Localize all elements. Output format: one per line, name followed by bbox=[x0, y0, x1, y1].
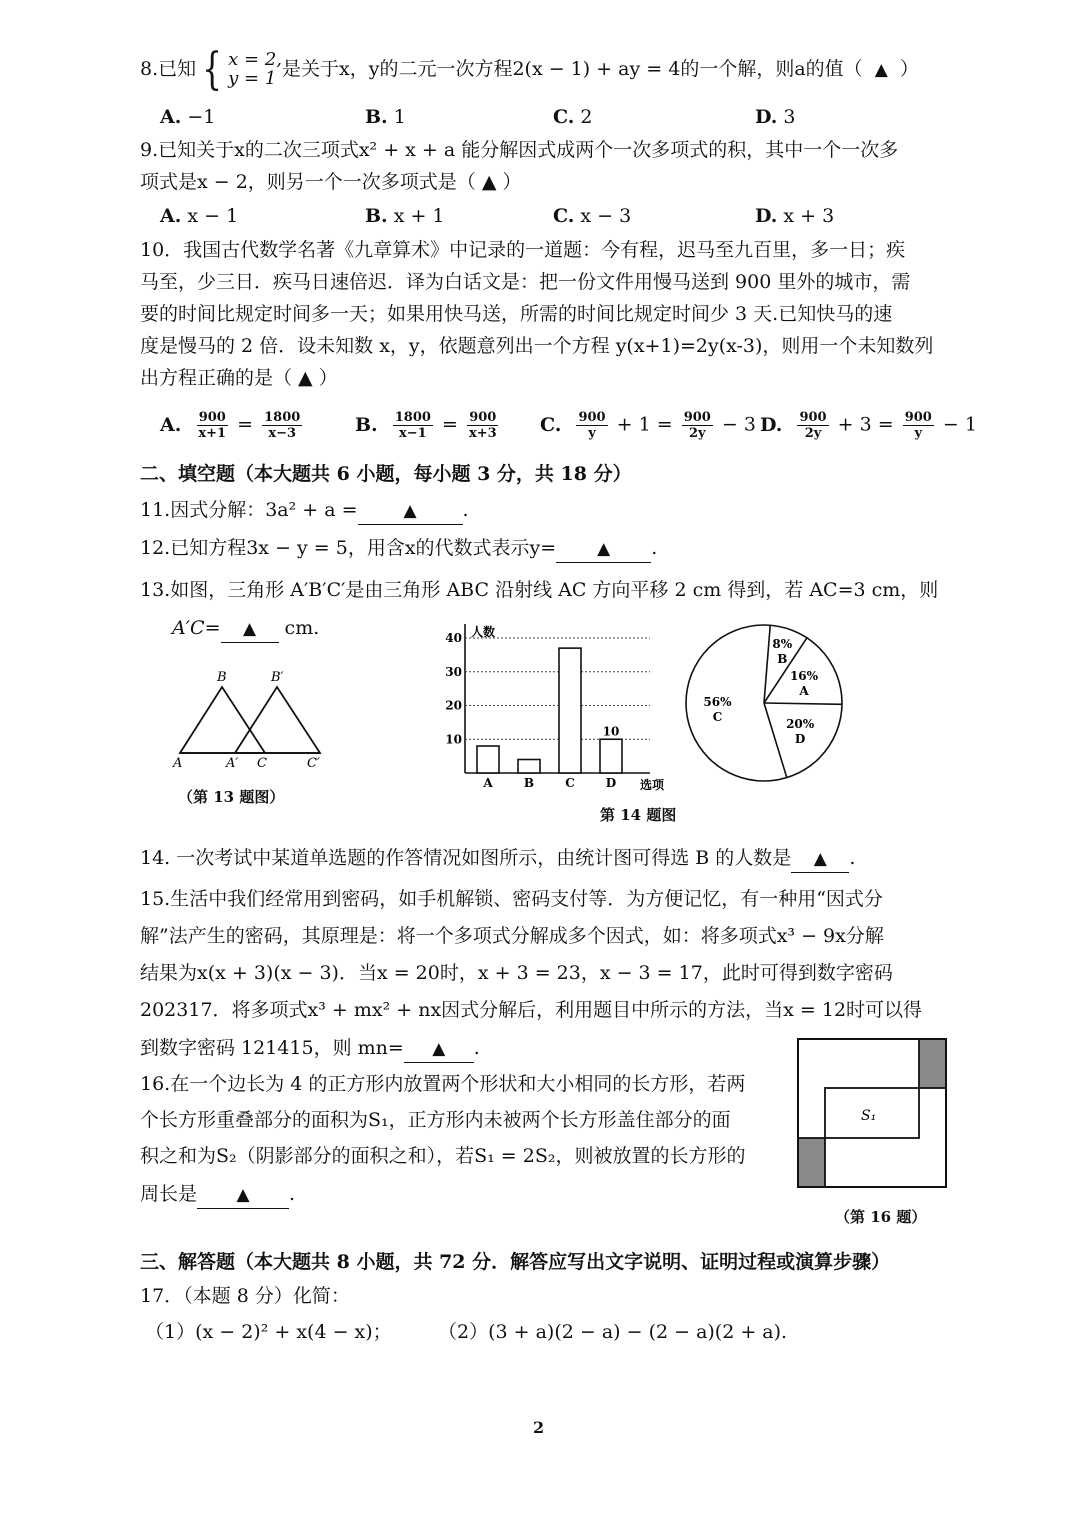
q9-option-a: A. x − 1 bbox=[160, 205, 239, 227]
question-15-line-4: 202317．将多项式x³ + mx² + nx因式分解后，利用题目中所示的方法，当x = 12时可以得 bbox=[140, 999, 923, 1021]
question-17-part-1: （1）(x − 2)² + x(4 − x)； bbox=[145, 1321, 392, 1343]
y-tick-label: 10 bbox=[445, 732, 462, 747]
triangle-abc bbox=[180, 687, 265, 753]
question-16-line-4: 周长是 ▲ . bbox=[140, 1182, 295, 1209]
equation-system: { x = 2, y = 1 bbox=[202, 44, 282, 95]
question-17-part-2: （2）(3 + a)(2 − a) − (2 − a)(2 + a). bbox=[438, 1321, 788, 1343]
label-b-prime: B′ bbox=[271, 670, 284, 685]
label-a-prime: A′ bbox=[226, 756, 239, 771]
answer-marker: ▲ bbox=[597, 539, 611, 559]
q8-option-b: B. 1 bbox=[365, 106, 406, 128]
question-16-line-3: 积之和为S₂（阴影部分的面积之和），若S₁ = 2S₂，则被放置的长方形的 bbox=[140, 1145, 746, 1167]
pie-slice-label-B: B bbox=[777, 651, 788, 666]
pie-slice-percent-D: 20% bbox=[786, 717, 815, 732]
question-9-line-2: 项式是x − 2，则另一个一次多项式是（ ▲ ） bbox=[140, 171, 522, 193]
system-line-2: y = 1 bbox=[228, 68, 277, 89]
q10-option-a: A. $\frac{900}{x+1}$ = $\frac{1800}{x-3}$ bbox=[160, 410, 301, 441]
q8-option-d: D. 3 bbox=[755, 106, 796, 128]
pie-slice-label-A: A bbox=[799, 683, 809, 698]
y-tick-label: 20 bbox=[445, 698, 462, 713]
translated-triangles-figure bbox=[165, 665, 335, 775]
y-axis-label: 人数 bbox=[471, 625, 496, 639]
bar-C bbox=[559, 648, 581, 773]
bar-chart bbox=[430, 615, 680, 795]
question-16-line-2: 个长方形重叠部分的面积为S₁，正方形内未被两个长方形盖住部分的面 bbox=[140, 1109, 731, 1131]
label-s1: S₁ bbox=[861, 1108, 877, 1124]
q8-option-c: C. 2 bbox=[553, 106, 593, 128]
answer-marker: ▲ bbox=[874, 60, 888, 80]
question-11: 11.因式分解：3a² + a = ▲ . bbox=[140, 498, 469, 525]
question-10-line-2: 马至，少三日．疾马日速倍迟．译为白话文是：把一份文件用慢马送到 900 里外的城市，需 bbox=[140, 271, 911, 293]
q10-option-d: D. $\frac{900}{2y}$ + 3 = $\frac{900}{y}$ − 1 bbox=[760, 410, 977, 441]
q10-option-c: C. $\frac{900}{y}$ + 1 = $\frac{900}{2y}$ − 3 bbox=[540, 410, 756, 441]
pie-slice-percent-A: 16% bbox=[789, 668, 819, 683]
answer-marker: ▲ bbox=[242, 619, 257, 639]
question-10-line-5: 出方程正确的是（ ▲ ） bbox=[140, 367, 338, 389]
question-8 bbox=[140, 44, 919, 95]
question-9-line-1: 9.已知关于x的二次三项式x² + x + a 能分解因式成两个一次多项式的积，其中一个一次多 bbox=[140, 139, 899, 161]
label-c-prime: C′ bbox=[307, 756, 320, 771]
pie-chart bbox=[678, 618, 858, 788]
label-b: B bbox=[217, 670, 227, 685]
pie-slice-percent-C: 56% bbox=[703, 695, 732, 710]
question-17-title: 17．（本题 8 分）化简： bbox=[140, 1285, 350, 1307]
figure-13-caption: （第 13 题图） bbox=[178, 788, 285, 806]
answer-marker: ▲ bbox=[432, 1039, 446, 1059]
answer-marker: ▲ bbox=[236, 1185, 250, 1205]
page-number: 2 bbox=[533, 1418, 545, 1437]
question-13-line-1: 13.如图，三角形 A′B′C′是由三角形 ABC 沿射线 AC 方向平移 2 cm 得到，若 AC=3 cm，则 bbox=[140, 579, 939, 601]
pie-slice-label-D: D bbox=[794, 732, 806, 747]
question-16-line-1: 16.在一个边长为 4 的正方形内放置两个形状和大小相同的长方形，若两 bbox=[140, 1073, 746, 1095]
q9-option-d: D. x + 3 bbox=[755, 205, 835, 227]
x-tick-label: D bbox=[605, 776, 617, 790]
question-10-line-3: 要的时间比规定时间多一天；如果用快马送，所需的时间比规定时间少 3 天.已知快马的速 bbox=[140, 303, 893, 325]
answer-marker: ▲ bbox=[813, 849, 827, 869]
y-tick-label: 30 bbox=[445, 664, 462, 679]
system-line-1: x = 2, bbox=[228, 49, 282, 71]
question-15-line-5: 到数字密码 121415，则 mn= ▲ . bbox=[140, 1036, 480, 1063]
label-a: A bbox=[173, 756, 183, 771]
question-15-line-2: 解”法产生的密码，其原理是：将一个多项式分解成多个因式，如：将多项式x³ − 9x分解 bbox=[140, 925, 884, 947]
section-3-title: 三、解答题（本大题共 8 小题，共 72 分．解答应写出文字说明、证明过程或演算步骤） bbox=[140, 1251, 891, 1273]
x-axis-label: 选项 bbox=[640, 778, 665, 792]
q8-option-a: A. −1 bbox=[160, 106, 216, 128]
bar-B bbox=[518, 760, 540, 774]
bar-D bbox=[600, 739, 622, 773]
pie-slice-percent-B: 8% bbox=[772, 636, 793, 651]
q8-prefix: 8.已知 bbox=[140, 58, 197, 80]
question-10-line-1: 10．我国古代数学名著《九章算术》中记录的一道题：今有程，迟马至九百里，多一日；疾 bbox=[140, 239, 906, 261]
answer-marker: ▲ bbox=[403, 501, 417, 521]
x-tick-label: B bbox=[523, 776, 535, 790]
y-tick-label: 40 bbox=[445, 631, 462, 645]
triangle-a2b2c2 bbox=[235, 687, 320, 753]
bar-A bbox=[477, 746, 499, 773]
question-14: 14. 一次考试中某道单选题的作答情况如图所示，由统计图可得选 B 的人数是 ▲ . bbox=[140, 846, 855, 873]
question-10-line-4: 度是慢马的 2 倍．设未知数 x，y，依题意列出一个方程 y(x+1)=2y(x-3)，则用一个未知数列 bbox=[140, 335, 934, 357]
q10-option-b: B. $\frac{1800}{x-1}$ = $\frac{900}{x+3}$ bbox=[355, 410, 497, 441]
label-c: C bbox=[257, 756, 267, 771]
q9-option-c: C. x − 3 bbox=[553, 205, 632, 227]
q8-suffix: 是关于x，y的二元一次方程2(x − 1) + ay = 4的一个解，则a的值（ bbox=[282, 58, 863, 80]
square-rectangles-figure bbox=[797, 1038, 949, 1190]
figure-14-caption: 第 14 题图 bbox=[600, 806, 677, 824]
x-tick-label: A bbox=[483, 776, 493, 790]
question-12: 12.已知方程3x − y = 5，用含x的代数式表示y= ▲ . bbox=[140, 536, 657, 563]
q8-close: ） bbox=[899, 58, 919, 80]
question-15-line-3: 结果为x(x + 3)(x − 3)．当x = 20时，x + 3 = 23，x − 3 = 17，此时可得到数字密码 bbox=[140, 962, 893, 984]
data-label: 10 bbox=[602, 724, 620, 739]
x-tick-label: C bbox=[565, 776, 575, 790]
pie-slice-label-C: C bbox=[712, 710, 723, 725]
q9-option-b: B. x + 1 bbox=[365, 205, 445, 227]
figure-16-caption: （第 16 题） bbox=[835, 1208, 927, 1226]
question-13-line-2: A′C= ▲ cm. bbox=[172, 616, 319, 643]
section-2-title: 二、填空题（本大题共 6 小题，每小题 3 分，共 18 分） bbox=[140, 463, 632, 485]
question-15-line-1: 15.生活中我们经常用到密码，如手机解锁、密码支付等．为方便记忆，有一种用“因式分 bbox=[140, 888, 883, 910]
shaded-region-bottom-left bbox=[799, 1138, 825, 1186]
shaded-region-top-right bbox=[919, 1040, 945, 1088]
